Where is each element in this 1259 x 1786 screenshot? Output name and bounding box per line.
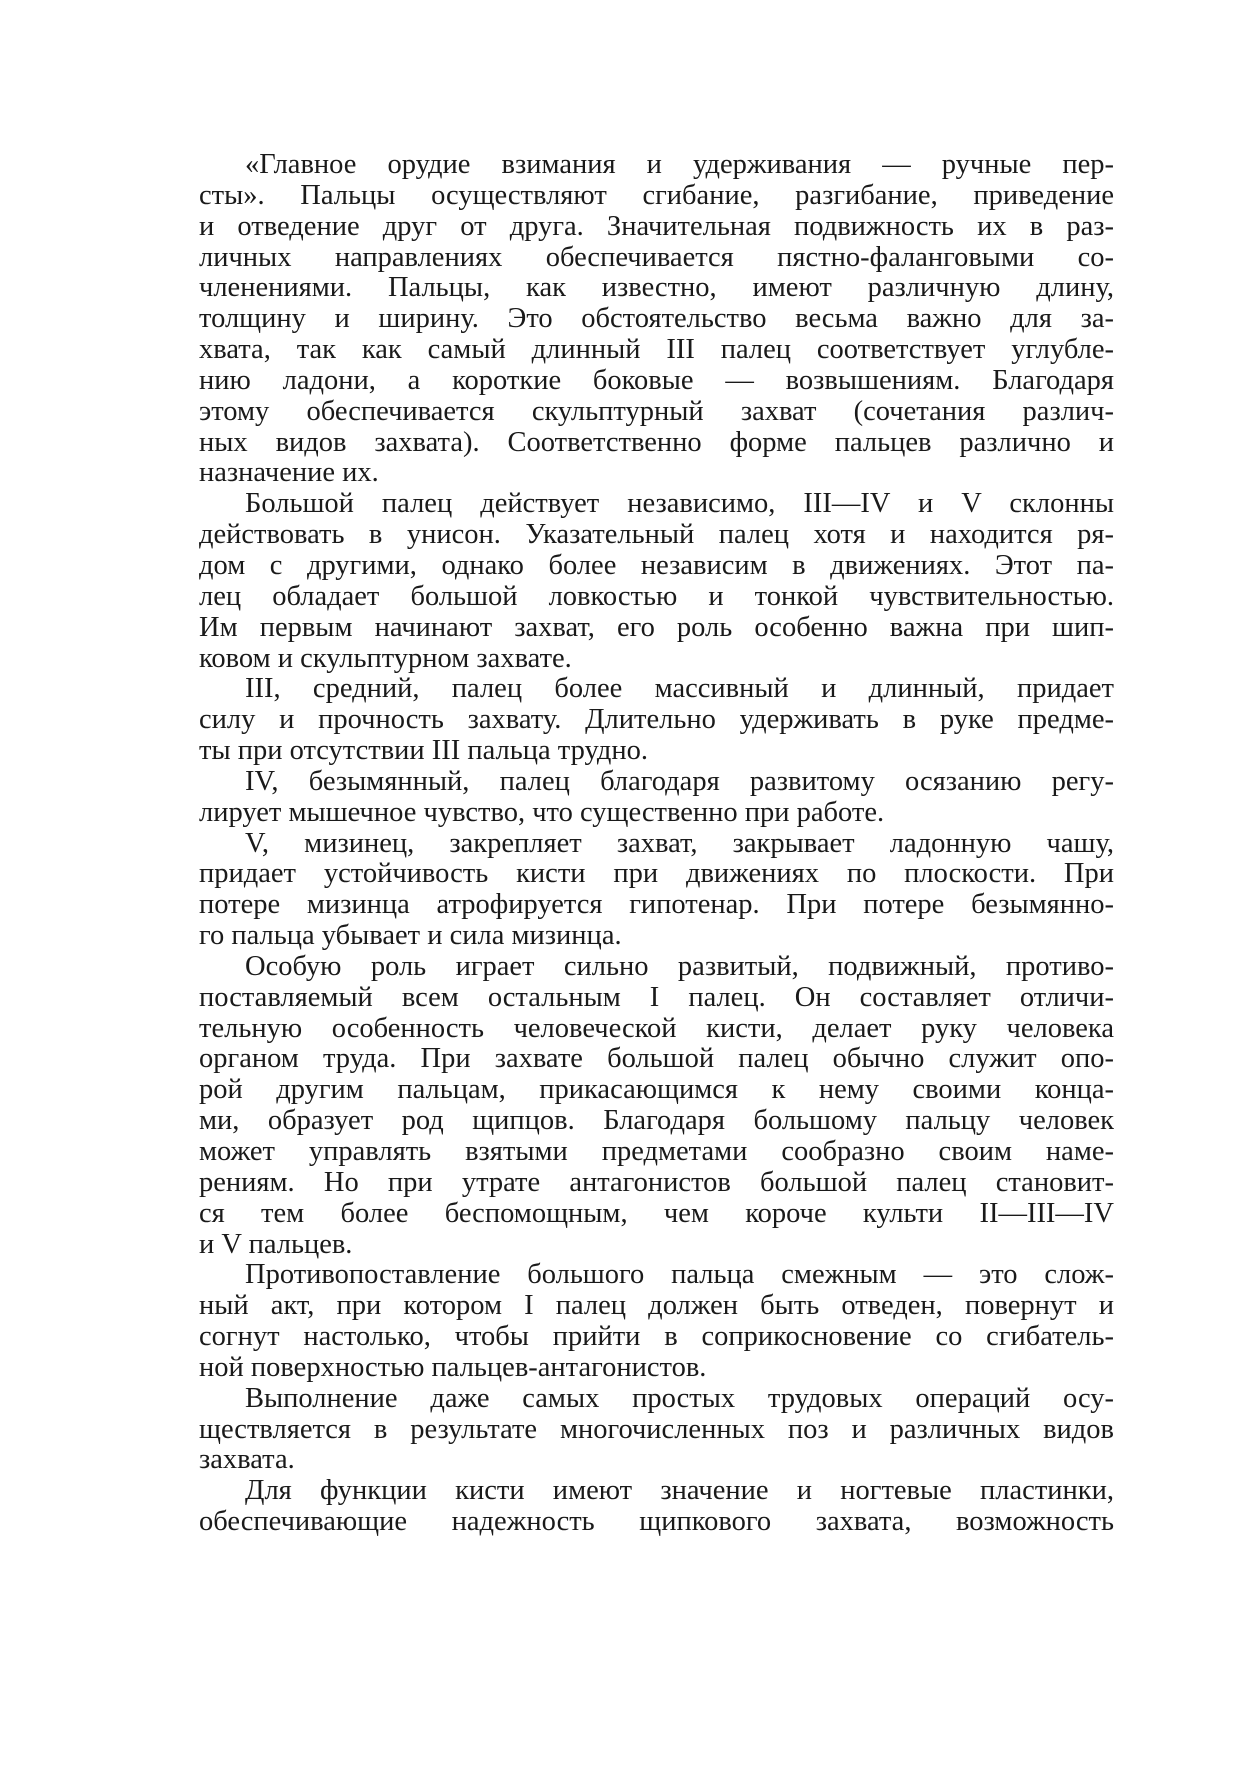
paragraph <box>199 674 1114 767</box>
text-line: рениям. Но при утрате антагонистов большой палец становит- <box>199 1167 1114 1198</box>
paragraph <box>199 767 1114 829</box>
text-line: органом труда. При захвате большой палец обычно служит опо- <box>199 1044 1114 1075</box>
paragraph <box>199 829 1114 952</box>
text-line: лец обладает большой ловкостью и тонкой чувствительностью. <box>199 581 1114 612</box>
text-line: ковом и скульптурном захвате. <box>199 643 572 674</box>
text-line: нию ладони, а короткие боковые — возвышениям. Благодаря <box>199 365 1114 396</box>
text-line: лирует мышечное чувство, что существенно при работе. <box>199 797 885 828</box>
paragraph <box>199 489 1114 674</box>
text-line: ный акт, при котором I палец должен быть отведен, повернут и <box>199 1291 1114 1322</box>
body-text <box>199 150 1114 1538</box>
paragraph <box>199 1384 1114 1477</box>
text-line: тельную особенность человеческой кисти, делает руку человека <box>199 1013 1114 1044</box>
text-line: назначение их. <box>199 458 379 489</box>
text-line: Большой палец действует независимо, III—IV и V склонны <box>245 489 1114 520</box>
text-line: силу и прочность захвату. Длительно удерживать в руке предме- <box>199 705 1114 736</box>
text-line: ной поверхностью пальцев-антагонистов. <box>199 1352 707 1383</box>
text-line: го пальца убывает и сила мизинца. <box>199 921 622 952</box>
text-line: ты при отсутствии III пальца трудно. <box>199 736 649 767</box>
paragraph <box>199 1476 1114 1538</box>
text-line: хвата, так как самый длинный III палец соответствует углубле- <box>199 335 1114 366</box>
text-line: ных видов захвата). Соответственно форме пальцев различно и <box>199 427 1114 458</box>
text-line: толщину и ширину. Это обстоятельство весьма важно для за- <box>199 304 1114 335</box>
text-line: рой другим пальцам, прикасающимся к нему своими конца- <box>199 1075 1114 1106</box>
text-line: этому обеспечивается скульптурный захват (сочетания различ- <box>199 396 1114 427</box>
text-line: и отведение друг от друга. Значительная подвижность их в раз- <box>199 211 1114 242</box>
text-line: III, средний, палец более массивный и длинный, придает <box>245 674 1114 705</box>
text-line: Им первым начинают захват, его роль особенно важна при шип- <box>199 612 1114 643</box>
text-line: ществляется в результате многочисленных поз и различных видов <box>199 1414 1114 1445</box>
paragraph <box>199 150 1114 489</box>
text-line: личных направлениях обеспечивается пястно-фаланговыми со- <box>199 242 1114 273</box>
text-line: Противопоставление большого пальца смежным — это слож- <box>245 1260 1114 1291</box>
text-line: и V пальцев. <box>199 1229 353 1260</box>
text-line: дом с другими, однако более независим в движениях. Этот па- <box>199 550 1114 581</box>
paragraph <box>199 952 1114 1260</box>
text-line: членениями. Пальцы, как известно, имеют различную длину, <box>199 273 1114 304</box>
text-line: потере мизинца атрофируется гипотенар. При потере безымянно- <box>199 890 1114 921</box>
text-line: согнут настолько, чтобы прийти в соприкосновение со сгибатель- <box>199 1322 1114 1353</box>
text-line: может управлять взятыми предметами сообразно своим наме- <box>199 1137 1114 1167</box>
text-line: ми, образует род щипцов. Благодаря большому пальцу человек <box>199 1106 1114 1137</box>
text-line: ся тем более беспомощным, чем короче культи II—III—IV <box>199 1198 1114 1229</box>
text-line: Для функции кисти имеют значение и ногтевые пластинки, <box>245 1476 1114 1507</box>
text-line: захвата. <box>199 1445 295 1476</box>
paragraph <box>199 1260 1114 1383</box>
text-line: «Главное орудие взимания и удерживания — ручные пер- <box>245 150 1114 180</box>
text-line: действовать в унисон. Указательный палец хотя и находится ря- <box>199 520 1114 551</box>
text-line: IV, безымянный, палец благодаря развитому осязанию регу- <box>245 766 1114 797</box>
text-line: придает устойчивость кисти при движениях по плоскости. При <box>199 859 1114 890</box>
text-line: поставляемый всем остальным I палец. Он составляет отличи- <box>199 982 1114 1013</box>
text-line: обеспечивающие надежность щипкового захвата, возможность <box>199 1507 1114 1538</box>
text-line: сты». Пальцы осуществляют сгибание, разгибание, приведение <box>199 180 1114 211</box>
text-line: Особую роль играет сильно развитый, подвижный, противо- <box>245 951 1114 982</box>
text-line: Выполнение даже самых простых трудовых операций осу- <box>245 1383 1114 1414</box>
text-line: V, мизинец, закрепляет захват, закрывает ладонную чашу, <box>245 828 1114 859</box>
